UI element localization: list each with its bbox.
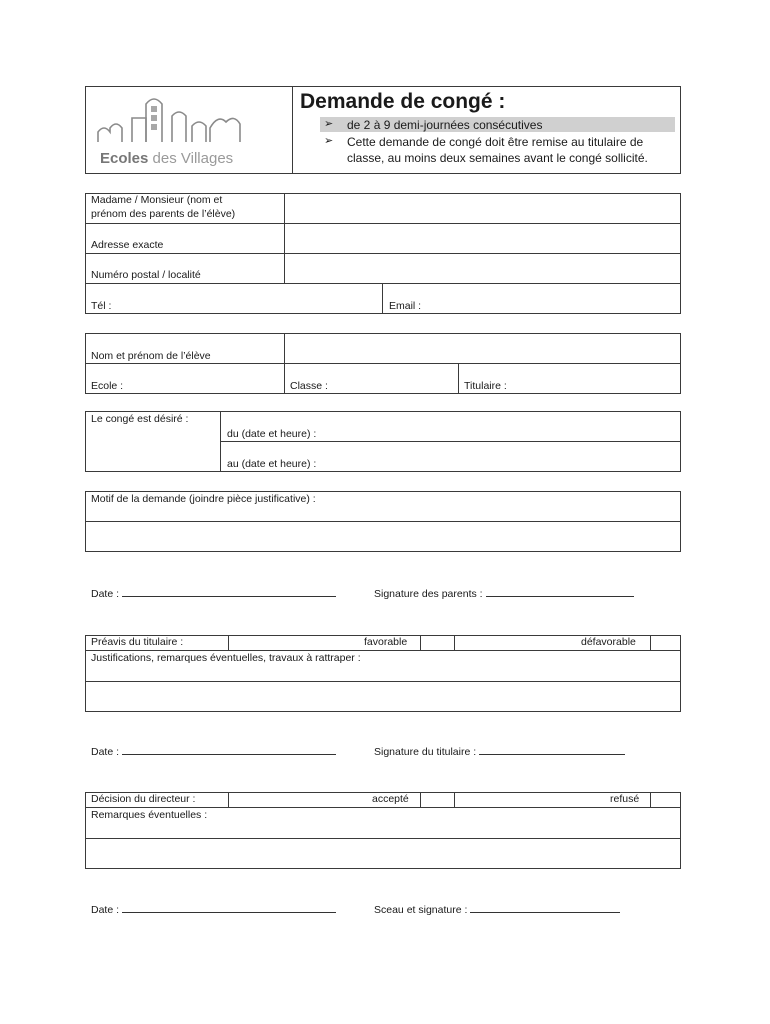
email-field[interactable] [383,284,680,313]
reason-field[interactable] [86,522,680,551]
teacher-date-label: Date : [91,746,120,758]
page-title: Demande de congé : [300,90,506,113]
logo-text-bold: Ecoles [100,150,149,167]
bullet-2-continued: classe, au moins deux semaines avant le congé sollicité. [347,151,648,165]
from-date-field[interactable] [221,412,680,440]
reason-label: Motif de la demande (joindre pièce justificative) : [91,493,316,505]
director-date-label: Date : [91,904,120,916]
parent-date-label: Date : [91,588,120,600]
student-name-label: Nom et prénom de l’élève [91,350,211,362]
director-signature-line[interactable] [374,903,620,916]
favorable-checkbox[interactable] [421,636,453,649]
parent-date-line[interactable] [91,587,336,600]
director-signature-label: Sceau et signature : [374,904,468,916]
director-decision-label: Décision du directeur : [91,793,196,805]
parent-name-field[interactable] [285,194,680,222]
header-divider [292,86,293,174]
teacher-field[interactable] [459,364,680,393]
director-remarks-field[interactable] [86,839,680,868]
refused-checkbox[interactable] [651,793,680,806]
class-label: Classe : [290,380,328,392]
arrow-bullet-icon: ➢ [324,118,334,130]
arrow-bullet-icon: ➢ [324,135,334,147]
teacher-label: Titulaire : [464,380,507,392]
parent-name-label: Madame / Monsieur (nom et [91,194,223,206]
parent-signature-label: Signature des parents : [374,588,483,600]
postal-field[interactable] [285,254,680,282]
tel-field[interactable] [86,284,381,313]
class-field[interactable] [285,364,457,393]
justification-label: Justifications, remarques éventuelles, travaux à rattraper : [91,652,361,664]
leave-desired-label: Le congé est désiré : [91,413,189,425]
accepted-checkbox[interactable] [421,793,453,806]
teacher-notice-label: Préavis du titulaire : [91,636,184,648]
logo [92,90,288,170]
postal-label: Numéro postal / localité [91,269,201,281]
unfavorable-checkbox[interactable] [651,636,680,649]
parent-signature-line[interactable] [374,587,634,600]
bullet-2: Cette demande de congé doit être remise au titulaire de [347,135,644,149]
refused-label: refusé [610,793,640,805]
director-remarks-label: Remarques éventuelles : [91,809,208,821]
parent-name-label-2: prénom des parents de l’élève) [91,208,236,220]
to-date-label: au (date et heure) : [227,458,317,470]
favorable-label: favorable [364,636,408,648]
to-date-field[interactable] [221,442,680,471]
justification-field[interactable] [86,682,680,711]
teacher-signature-line[interactable] [374,745,625,758]
tel-label: Tél : [91,300,112,312]
accepted-label: accepté [372,793,409,805]
teacher-date-line[interactable] [91,745,336,758]
unfavorable-label: défavorable [581,636,636,648]
school-field[interactable] [86,364,283,393]
from-date-label: du (date et heure) : [227,428,317,440]
teacher-signature-label: Signature du titulaire : [374,746,477,758]
director-date-line[interactable] [91,903,336,916]
address-field[interactable] [285,224,680,252]
email-label: Email : [389,300,422,312]
student-name-field[interactable] [285,334,680,362]
address-label: Adresse exacte [91,239,164,251]
bullet-1: de 2 à 9 demi-journées consécutives [347,118,543,132]
school-label: Ecole : [91,380,124,392]
logo-text-light: des Villages [152,150,234,167]
